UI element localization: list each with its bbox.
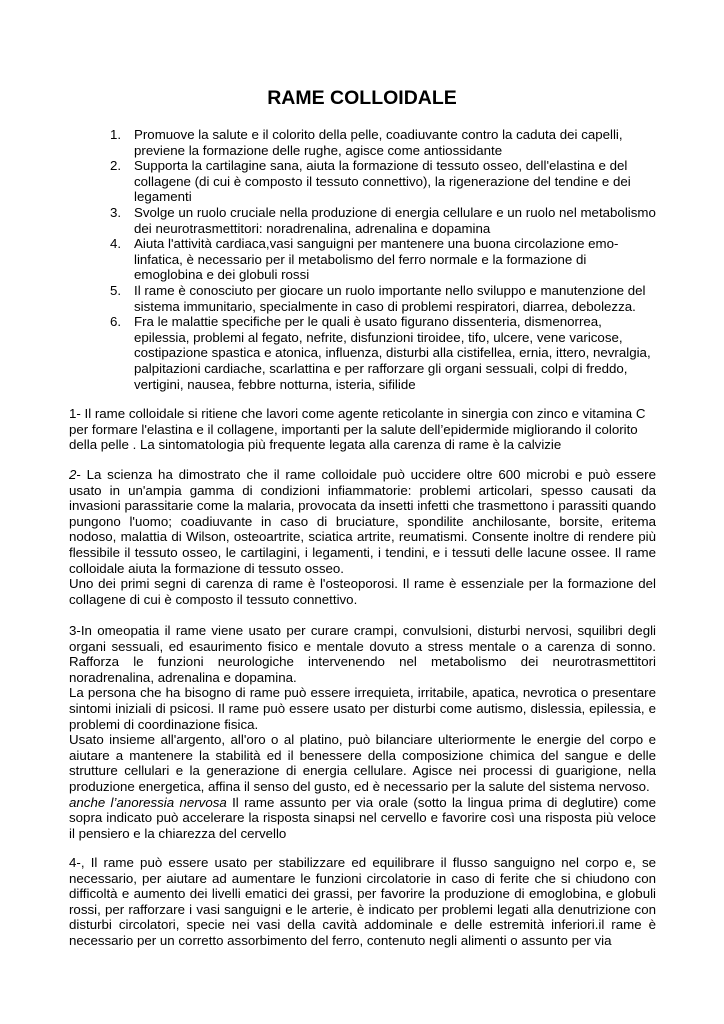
- section-3-paragraph-4: [69, 795, 656, 842]
- list-item: [110, 314, 658, 392]
- list-number: 1.: [110, 127, 122, 142]
- document-title: RAME COLLOIDALE: [267, 87, 457, 109]
- section-2-lead: 2: [69, 467, 77, 482]
- section-3-paragraph-1: 3-In omeopatia il rame viene usato per curare crampi, convulsioni, disturbi nervosi, squilibri degli organi sessuali, ed esaurimento fisico e mentale dovuto a stress mentale o a carenza di sonno. Rafforza le funzioni neurologiche intervenendo nel metabolismo dei neurotrasmettitori noradrenalina, adrenalina e dopamina.: [69, 623, 656, 685]
- list-number: 4.: [110, 236, 122, 252]
- list-item: [110, 283, 658, 314]
- section-2-text: - La scienza ha dimostrato che il rame colloidale può uccidere oltre 600 microbi e può essere usato in un'ampia gamma di condizioni infiammatorie: problemi articolari, spesso causati da invasioni parassitarie come la malaria, provocata da insetti infetti che trasmettono i parassiti quando pungono l'uomo; coadiuvante in caso di bruciature, spondilite anchilosante, borsite, eritema nodoso, malattia di Wilson, osteoartrite, sciatica artrite, reumatismi. Consente inoltre di rendere più flessibile il tessuto osseo, le cartilagini, i legamenti, i tendini, e i tessuti delle lacune ossee. Il rame colloidale aiuta la formazione di tessuto osseo.: [69, 467, 656, 576]
- section-3: [69, 623, 656, 841]
- list-number: 3.: [110, 204, 122, 220]
- list-number: 6.: [110, 314, 122, 330]
- list-item-text: Supporta la cartilagine sana, aiuta la formazione di tessuto osseo, dell'elastina e del collagene (di cui è composto il tessuto connettivo), la rigenerazione del tendine e dei legamenti: [134, 158, 631, 205]
- section-4: [69, 855, 656, 949]
- section-3-paragraph-2: La persona che ha bisogno di rame può essere irrequieta, irritabile, apatica, nevrotica o presentare sintomi iniziali di psicosi. Il rame può essere usato per disturbi come autismo, dislessia, epilessia, e problemi di coordinazione fisica.: [69, 685, 656, 732]
- list-item-text: Promuove la salute e il colorito della pelle, coadiuvante contro la caduta dei capelli, previene la formazione delle rughe, agisce come antiossidante: [134, 127, 623, 158]
- section-1-text: 1- Il rame colloidale si ritiene che lavori come agente reticolante in sinergia con zinco e vitamina C per formare l'elastina e il collagene, importanti per la salute dell’epidermide migliorando il colorito della pelle . La sintomatologia più frequente legata alla carenza di rame è la calvizie: [69, 406, 646, 453]
- list-item-text: Il rame è conosciuto per giocare un ruolo importante nello sviluppo e manutenzione del sistema immunitario, specialmente in caso di problemi respiratori, diarrea, debolezza.: [134, 282, 646, 314]
- list-item: [110, 205, 658, 236]
- section-4-text: 4-, Il rame può essere usato per stabilizzare ed equilibrare il flusso sanguigno nel corpo e, se necessario, per aiutare ad aumentare le funzioni circolatorie in caso di ferite che si chiudono con difficoltà e aumento dei livelli ematici dei grassi, per favorire la produzione di emoglobina, e globuli rossi, per rafforzare i vasi sanguigni e le arterie, è indicato per problemi legati alla denutrizione con disturbi circolatori, specie nei vasi della cavità addominale e delle estremità inferiori.il rame è necessario per un corretto assorbimento del ferro, contenuto negli alimenti o assunto per via: [69, 855, 656, 948]
- list-item-text: Svolge un ruolo cruciale nella produzione di energia cellulare e un ruolo nel metabolismo dei neurotrasmettitori: noradrenalina, adrenalina e dopamina: [134, 204, 656, 236]
- list-item-text: Aiuta l'attività cardiaca,vasi sanguigni per mantenere una buona circolazione emo-linfatica, è necessario per il metabolismo del ferro normale e la formazione di emoglobina e dei globuli rossi: [134, 236, 619, 283]
- list-number: 5.: [110, 282, 122, 298]
- section-1: [69, 406, 656, 453]
- list-item-text: Fra le malattie specifiche per le quali è usato figurano dissenteria, dismenorrea, epilessia, problemi al fegato, nefrite, disfunzioni tiroidee, tifo, ulcere, vene varicose, costipazione spastica e atonica, influenza, disturbi alla cistifellea, ernia, ittero, nevralgia, palpitazioni cardiache, scarlattina e per rafforzare gli organi sessuali, colpi di freddo, vertigini, nausea, febbre notturna, isteria, sifilide: [134, 314, 651, 392]
- list-item: [110, 236, 658, 283]
- benefits-list: [110, 127, 658, 392]
- section-2-paragraph-2: Uno dei primi segni di carenza di rame è l'osteoporosi. Il rame è essenziale per la formazione del collagene di cui è composto il tessuto connettivo.: [69, 576, 656, 607]
- section-3-paragraph-3: Usato insieme all'argento, all'oro o al platino, può bilanciare ulteriormente le energie del corpo e aiutare a mantenere la stabilità ed il benessere della composizione chimica del sangue e delle strutture cellulari e la generazione di energia cellulare. Agisce nei processi di guarigione, nella produzione energetica, affina il senso del gusto, ed è necessario per la salute del sistema nervoso.: [69, 732, 656, 794]
- list-item: [110, 158, 658, 205]
- list-item: [110, 127, 658, 158]
- section-2-paragraph-1: [69, 467, 656, 576]
- section-3-text: Il rame assunto per via orale (sotto la lingua prima di deglutire) come sopra indicato può accelerare la risposta sinapsi nel cervello e favorire così una risposta più veloce il pensiero e la chiarezza del cervello: [69, 794, 656, 841]
- list-number: 2.: [110, 158, 122, 174]
- section-2: [69, 467, 656, 607]
- section-3-italic-phrase: anche l’anoressia nervosa: [69, 794, 227, 810]
